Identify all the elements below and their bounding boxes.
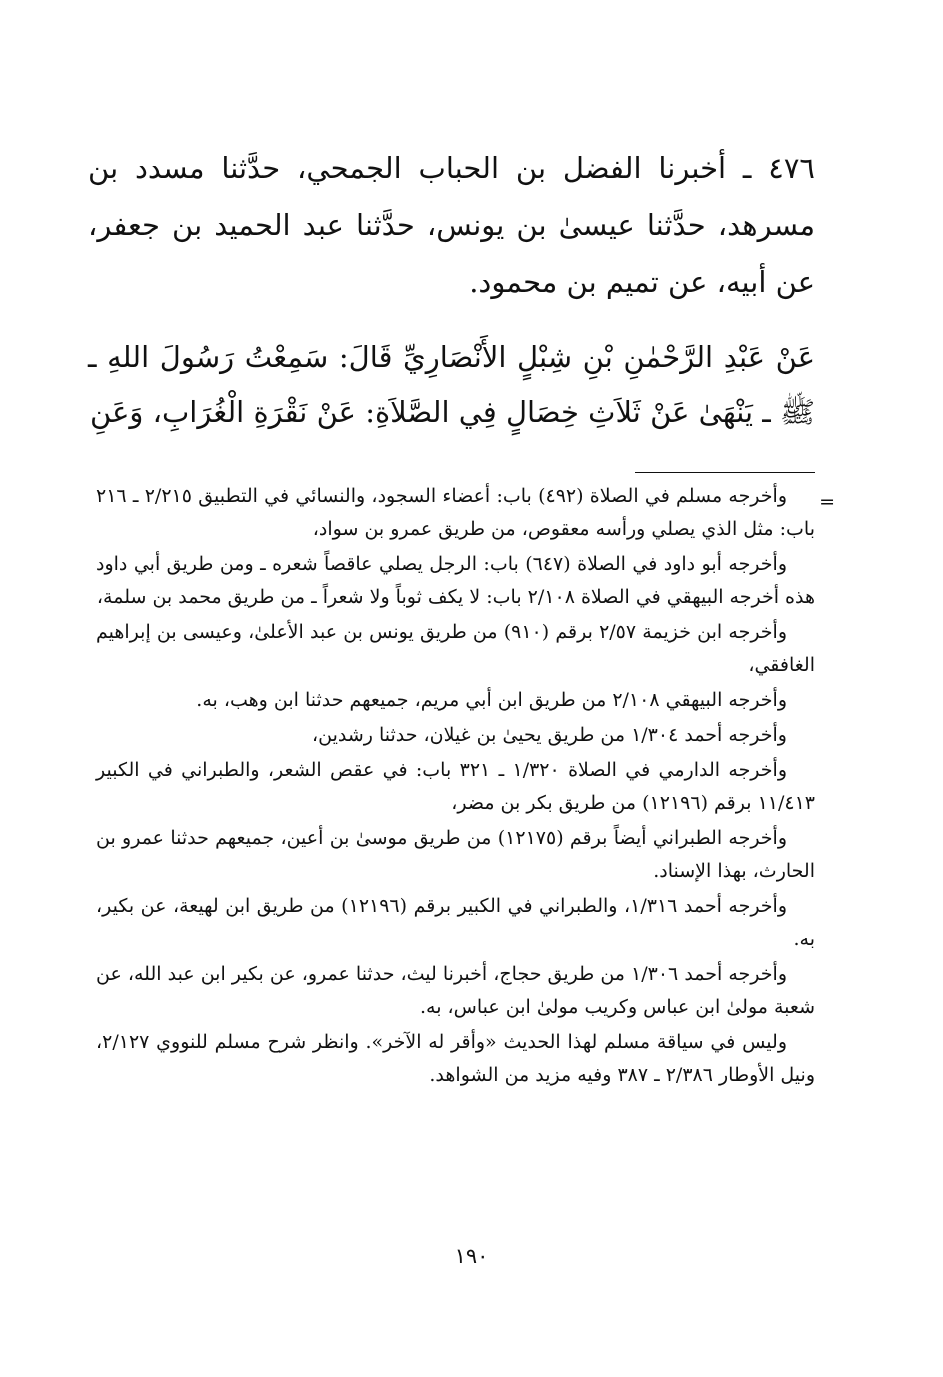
hadith-text-block — [88, 330, 815, 440]
footnote-item: وأخرجه الطبراني أيضاً برقم (١٢١٧٥) من طريق موسىٰ بن أعين، جميعهم حدثنا عمرو بن الحارث، بهذا الإسناد. — [96, 827, 815, 882]
page-number: ١٩٠ — [454, 1244, 489, 1268]
footnote-divider — [635, 472, 815, 473]
footnote-item: وأخرجه أحمد ١/٣٠٦ من طريق حجاج، أخبرنا ليث، حدثنا عمرو، عن بكير ابن عبد الله، عن شعبة مولىٰ ابن عباس وكريب مولىٰ ابن عباس، به. — [96, 963, 815, 1018]
main-text-block — [88, 140, 815, 311]
footnote-item: وأخرجه أبو داود في الصلاة (٦٤٧) باب: الرجل يصلي عاقصاً شعره ـ ومن طريق أبي داود هذه أخرجه البيهقي في الصلاة ٢/١٠٨ باب: لا يكف ثوباً ولا شعراً ـ من طريق محمد بن سلمة، — [96, 553, 815, 608]
hadith-matn: عَنْ عَبْدِ الرَّحْمٰنِ بْنِ شِبْلٍ الأَنْصَارِيِّ قَالَ: سَمِعْتُ رَسُولَ اللهِ ـ ﷺ ـ يَنْهَىٰ عَنْ ثَلاَثِ خِصَالٍ فِي الصَّلاَةِ: عَنْ نَقْرَةِ الْغُرَابِ، وَعَنِ — [88, 340, 815, 429]
footnote-item: وأخرجه مسلم في الصلاة (٤٩٢) باب: أعضاء السجود، والنسائي في التطبيق ٢/٢١٥ ـ ٢١٦ باب: مثل الذي يصلي ورأسه معقوص، من طريق عمرو بن سواد، — [96, 485, 815, 540]
footnote-item: وأخرجه أحمد ١/٣٠٤ من طريق يحيىٰ بن غيلان، حدثنا رشدين، — [311, 724, 787, 746]
footnotes-block — [96, 480, 815, 1094]
footnote-continuation-marker: = — [819, 491, 835, 513]
footnote-item: وأخرجه أحمد ١/٣١٦، والطبراني في الكبير برقم (١٢١٩٦) من طريق ابن لهيعة، عن بكير، به. — [96, 895, 815, 950]
footnote-item: وأخرجه ابن خزيمة ٢/٥٧ برقم (٩١٠) من طريق يونس بن عبد الأعلىٰ، وعيسى بن إبراهيم الغافقي، — [96, 621, 815, 676]
isnad-paragraph: ٤٧٦ ـ أخبرنا الفضل بن الحباب الجمحي، حدَّثنا مسدد بن مسرهد، حدَّثنا عيسىٰ بن يونس، حدَّثنا عبد الحميد بن جعفر، عن أبيه، عن تميم بن محمود. — [88, 151, 815, 299]
footnote-item: وأخرجه البيهقي ٢/١٠٨ من طريق ابن أبي مريم، جميعهم حدثنا ابن وهب، به. — [196, 689, 787, 711]
footnote-item: وأخرجه الدارمي في الصلاة ١/٣٢٠ ـ ٣٢١ باب: في عقص الشعر، والطبراني في الكبير ١١/٤١٣ برقم (١٢١٩٦) من طريق بكر بن مضر، — [96, 759, 815, 814]
footnote-item: وليس في سياقة مسلم لهذا الحديث «وأقر له الآخر». وانظر شرح مسلم للنووي ٢/١٢٧، ونيل الأوطار ٢/٣٨٦ ـ ٣٨٧ وفيه مزيد من الشواهد. — [96, 1031, 815, 1086]
